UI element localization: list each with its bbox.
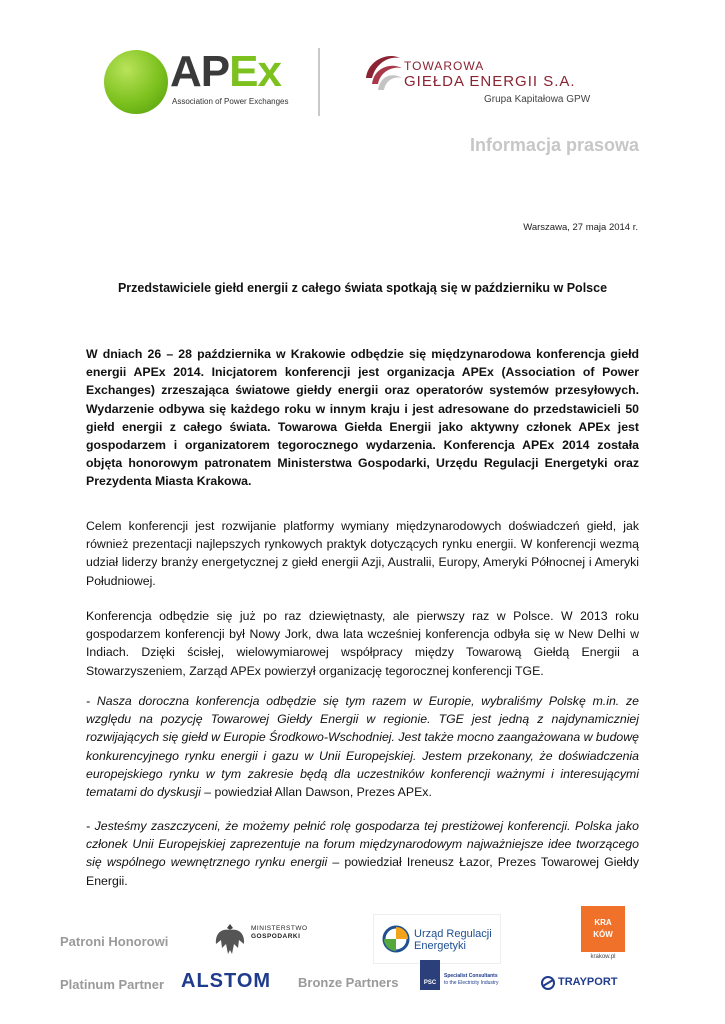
psc-name-line1: Specialist Consultants [444, 973, 498, 979]
tge-logo [360, 48, 610, 108]
psc-name-line2: to the Electricity Industry [444, 980, 499, 986]
ure-logo [373, 914, 501, 964]
ure-name-line1: Urząd Regulacji [414, 928, 492, 940]
quote-paragraph-tge [86, 817, 639, 890]
apex-subtitle: Association of Power Exchanges [172, 97, 289, 106]
tge-group-tagline: Grupa Kapitałowa GPW [484, 94, 591, 105]
krakow-text-line2: KÓW [593, 930, 613, 939]
platinum-partner-label: Platinum Partner [60, 977, 165, 992]
tge-swirl-icon [360, 48, 406, 94]
trayport-logo [540, 975, 630, 993]
patrons-label: Patroni Honorowi [60, 934, 169, 949]
eagle-icon [213, 920, 247, 958]
quote-apex: - Nasza doroczna konferencja odbędzie się tym razem w Europie, wybraliśmy Polskę m.in. ze względu na pozycję Towarowej Giełdy Energii w regionie. TGE jest jedną z najdynamiczniej rozwijających się giełd w Europie Środkowo-Wschodniej. Jest także mocno zaangażowana w budowę konkurencyjnego rynku energii i gazu w Unii Europejskiej. Jestem przekonany, że doświadczenia europejskiego rynku w tym zakresie będą dla uczestników konferencji ważnymi i interesującymi tematami do dyskusji [86, 694, 639, 800]
quote-tge: - Jesteśmy zaszczyceni, że możemy pełnić rolę gospodarza tej prestiżowej konferencji. Polska jako członek Unii Europejskiej zaprezentuje na forum międzynarodowym najważniejsze idee tworzącego się wspólnego wewnętrznego rynku energii [86, 819, 639, 870]
psc-logo [420, 960, 514, 992]
tge-name-line2: GIEŁDA ENERGII S.A. [404, 73, 576, 90]
tge-name-line1: TOWAROWA [404, 59, 485, 73]
ure-name-line2: Energetyki [414, 940, 466, 952]
krakow-url: krakow.pl [590, 954, 616, 960]
press-release-label: Informacja prasowa [469, 135, 639, 155]
quote-tge-attribution: – powiedział Ireneusz Łazor, Prezes Towarowej Giełdy Energii. [86, 855, 639, 888]
bronze-partners-label: Bronze Partners [298, 975, 399, 990]
quote-paragraph-apex [86, 692, 639, 801]
header-divider [318, 48, 320, 116]
alstom-logo: ALSTOM [181, 970, 272, 992]
krakow-emblem [581, 906, 625, 952]
apex-logo [104, 47, 289, 114]
trayport-wordmark: TRAYPORT [558, 976, 618, 988]
dateline: Warszawa, 27 maja 2014 r. [523, 222, 638, 233]
headline: Przedstawiciele giełd energii z całego świata spotkają się w październiku w Polsce [117, 281, 608, 295]
apex-wordmark: APEx [170, 47, 281, 96]
trayport-swoosh-icon [540, 975, 556, 991]
ministry-logo [213, 920, 309, 958]
psc-mark: PSC [423, 980, 437, 986]
krakow-logo [575, 902, 631, 964]
apex-globe-icon [104, 50, 168, 114]
ministry-name-line2: GOSPODARKI [251, 933, 301, 940]
lead-paragraph: W dniach 26 – 28 października w Krakowie odbędzie się międzynarodowa konferencja giełd energii APEx 2014. Inicjatorem konferencji jest organizacja APEx (Association of Power Exchanges) zrzeszająca światowe giełdy energii oraz operatorów systemów przesyłowych. Wydarzenie odbywa się każdego roku w innym kraju i jest adresowane do przedstawicieli 50 giełd energii z całego świata. Towarowa Giełda Energii jako aktywny członek APEx jest gospodarzem i organizatorem tegorocznego wydarzenia. Konferencja APEx 2014 została objęta honorowym patronatem Ministerstwa Gospodarki, Urzędu Regulacji Energetyki oraz Prezydenta Miasta Krakowa. [86, 347, 639, 489]
ure-emblem-icon [382, 925, 410, 953]
body-paragraph-1: Celem konferencji jest rozwijanie platformy wymiany międzynarodowych doświadczeń giełd, jak również prezentacji najlepszych rynkowych praktyk dotyczących rynku energii. W konferencji wezmą udział liderzy branży energetycznej z giełd energii Azji, Australii, Europy, Ameryki Północnej i Ameryki Południowej. [86, 519, 639, 588]
krakow-text-line1: KRA [594, 918, 612, 927]
quote-apex-attribution: – powiedział Allan Dawson, Prezes APEx. [200, 785, 432, 800]
body-paragraph-2: Konferencja odbędzie się już po raz dziewiętnasty, ale pierwszy raz w Polsce. W 2013 roku gospodarzem konferencji był Nowy Jork, dwa lata wcześniej konferencja odbyła się w New Delhi w Indiach. Dzięki ścisłej, wielowymiarowej współpracy między Towarową Giełdą Energii a Stowarzyszeniem, Zarząd APEx powierzył organizację tegorocznej konferencji TGE. [86, 609, 639, 678]
ministry-name-line1: MINISTERSTWO [251, 925, 308, 932]
